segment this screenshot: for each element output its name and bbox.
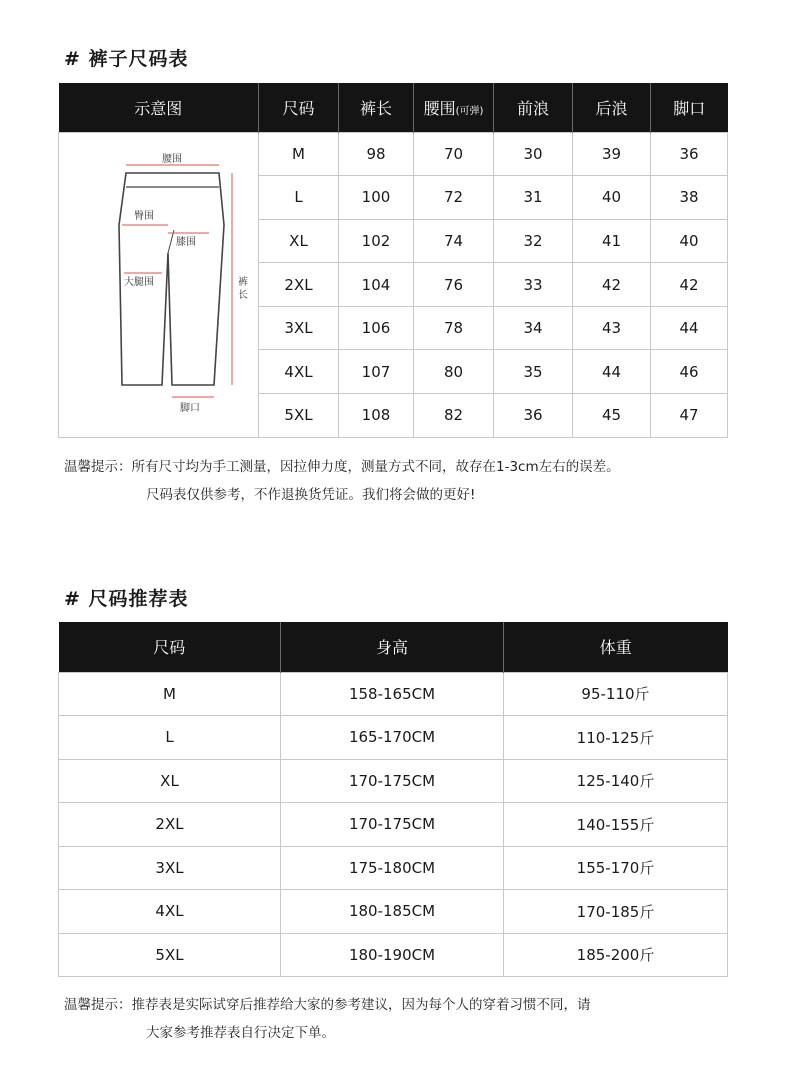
cell-weight: 95-110斤 [504,672,728,716]
cell-front-rise: 33 [494,263,573,307]
cell-size: 3XL [259,306,339,350]
cell-size: 4XL [59,890,281,934]
table-row [59,803,728,847]
cell-size: 5XL [259,394,339,438]
cell-size: 3XL [59,846,281,890]
cell-size: M [59,672,281,716]
table-row [59,132,728,176]
cell-front-rise: 30 [494,132,573,176]
header-diagram: 示意图 [59,83,259,132]
cell-waist: 78 [414,306,494,350]
cell-back-rise: 41 [573,219,651,263]
pants-diagram [64,135,254,435]
cell-length: 104 [339,263,414,307]
cell-hem: 40 [651,219,728,263]
cell-size: M [259,132,339,176]
cell-front-rise: 31 [494,176,573,220]
cell-hem: 36 [651,132,728,176]
header-waist-label: 腰围 [423,98,456,118]
cell-length: 102 [339,219,414,263]
size-recommend-title: # 尺码推荐表 [64,588,189,610]
table-row [59,846,728,890]
cell-waist: 80 [414,350,494,394]
header-size: 尺码 [59,622,281,672]
cell-front-rise: 34 [494,306,573,350]
cell-length: 100 [339,176,414,220]
cell-height: 180-185CM [281,890,504,934]
header-size: 尺码 [259,83,339,132]
cell-waist: 72 [414,176,494,220]
cell-size: L [59,716,281,760]
size-chart-table [58,83,728,438]
cell-weight: 170-185斤 [504,890,728,934]
note-line: 温馨提示：推荐表是实际试穿后推荐给大家的参考建议，因为每个人的穿着习惯不同，请 [64,997,591,1013]
table-row [59,716,728,760]
cell-length: 108 [339,394,414,438]
header-front-rise: 前浪 [494,83,573,132]
cell-hem: 46 [651,350,728,394]
cell-hem: 44 [651,306,728,350]
cell-size: L [259,176,339,220]
size-chart-title: # 裤子尺码表 [64,48,189,70]
cell-size: 2XL [259,263,339,307]
diagram-cell [59,132,259,437]
diagram-label-hip: 臀围 [133,210,154,222]
cell-front-rise: 35 [494,350,573,394]
note-line: 大家参考推荐表自行决定下单。 [146,1025,335,1041]
cell-hem: 38 [651,176,728,220]
cell-front-rise: 36 [494,394,573,438]
header-height: 身高 [281,622,504,672]
cell-weight: 125-140斤 [504,759,728,803]
cell-back-rise: 42 [573,263,651,307]
header-weight: 体重 [504,622,728,672]
table-row [59,933,728,977]
cell-length: 106 [339,306,414,350]
cell-weight: 185-200斤 [504,933,728,977]
cell-height: 165-170CM [281,716,504,760]
size-chart-note [64,453,620,509]
diagram-label-length-2: 长 [237,289,248,301]
diagram-label-thigh: 大腿围 [123,276,154,288]
size-recommend-table [58,622,728,977]
cell-hem: 42 [651,263,728,307]
header-waist [414,83,494,132]
cell-size: XL [59,759,281,803]
cell-size: XL [259,219,339,263]
diagram-label-hem: 脚口 [179,402,200,414]
table-header-row [59,622,728,672]
cell-back-rise: 40 [573,176,651,220]
cell-back-rise: 45 [573,394,651,438]
table-row [59,890,728,934]
table-row [59,672,728,716]
header-back-rise: 后浪 [573,83,651,132]
header-hem: 脚口 [651,83,728,132]
cell-hem: 47 [651,394,728,438]
note-line: 尺码表仅供参考，不作退换货凭证。我们将会做的更好! [146,487,476,503]
cell-size: 5XL [59,933,281,977]
cell-waist: 74 [414,219,494,263]
cell-height: 175-180CM [281,846,504,890]
note-line: 温馨提示：所有尺寸均为手工测量，因拉伸力度，测量方式不同，故存在1-3cm左右的误差。 [64,459,620,475]
cell-waist: 70 [414,132,494,176]
cell-height: 180-190CM [281,933,504,977]
diagram-label-crotch: 膝围 [175,236,196,248]
table-row [59,759,728,803]
cell-front-rise: 32 [494,219,573,263]
cell-weight: 140-155斤 [504,803,728,847]
cell-height: 170-175CM [281,759,504,803]
cell-length: 107 [339,350,414,394]
header-waist-note: (可弹) [455,105,484,117]
cell-back-rise: 39 [573,132,651,176]
cell-length: 98 [339,132,414,176]
diagram-label-waist: 腰围 [161,153,182,165]
cell-back-rise: 43 [573,306,651,350]
table-header-row [59,83,728,132]
cell-height: 158-165CM [281,672,504,716]
cell-size: 2XL [59,803,281,847]
cell-weight: 110-125斤 [504,716,728,760]
cell-height: 170-175CM [281,803,504,847]
diagram-label-length-1: 裤 [237,276,248,288]
header-length: 裤长 [339,83,414,132]
cell-waist: 76 [414,263,494,307]
cell-waist: 82 [414,394,494,438]
cell-size: 4XL [259,350,339,394]
cell-weight: 155-170斤 [504,846,728,890]
recommend-note [64,991,591,1047]
cell-back-rise: 44 [573,350,651,394]
